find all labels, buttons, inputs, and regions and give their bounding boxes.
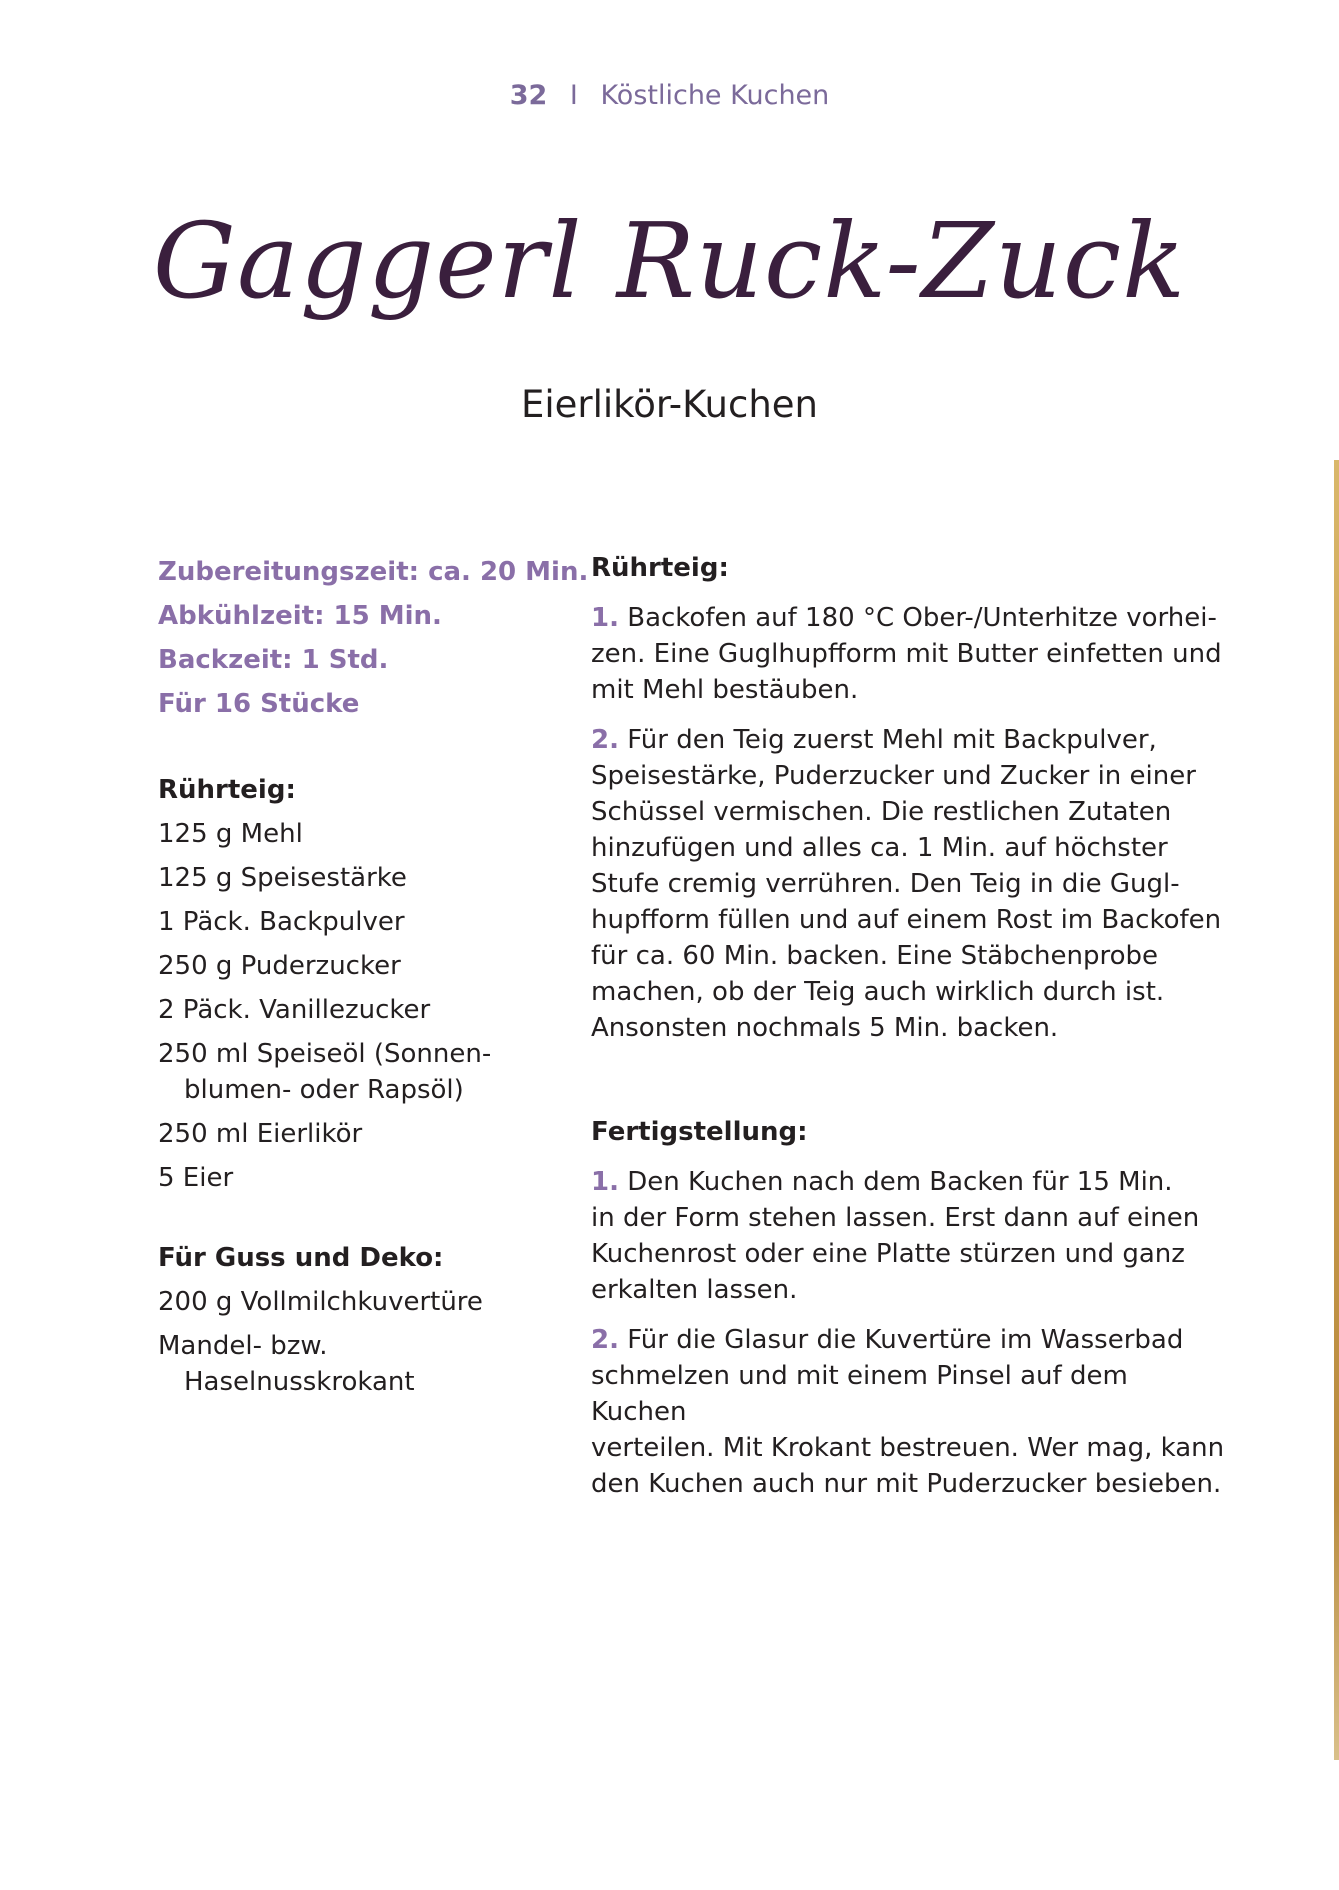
ingredients-list-batter — [158, 816, 558, 1196]
ingredient-item: 250 ml Speiseöl (Sonnen- blumen- oder Rapsöl) — [158, 1039, 492, 1105]
instruction-step — [591, 600, 1231, 708]
instructions-heading-batter: Rührteig: — [591, 553, 729, 583]
instructions-column — [591, 550, 1231, 1516]
ingredient-item: 1 Päck. Backpulver — [158, 907, 405, 937]
ingredient-item: 125 g Speisestärke — [158, 863, 407, 893]
baking-time: Backzeit: 1 Std. — [158, 645, 389, 675]
step-number: 1. — [591, 603, 619, 633]
ingredients-heading-batter: Rührteig: — [158, 775, 296, 805]
recipe-subtitle: Eierlikör-Kuchen — [520, 383, 818, 426]
ingredient-item: 2 Päck. Vanillezucker — [158, 995, 431, 1025]
step-number: 2. — [591, 725, 619, 755]
ingredient-item: Mandel- bzw. Haselnusskrokant — [158, 1331, 415, 1397]
ingredient-item: 200 g Vollmilchkuvertüre — [158, 1287, 483, 1317]
instruction-step — [591, 722, 1231, 1046]
ingredient-item: 250 ml Eierlikör — [158, 1119, 363, 1149]
section-name: Köstliche Kuchen — [600, 80, 830, 111]
step-text: Für den Teig zuerst Mehl mit Backpulver, Speisestärke, Puderzucker und Zucker in einer Schüssel vermischen. Die restlichen Zutaten hinzufügen und alles ca. 1 Min. auf höchster Stufe cremig verrühren. Den Teig in die Gugl- hupfform füllen und auf einem Rost im Backofen für ca. 60 Min. backen. Eine Stäbchenprobe machen, ob der Teig auch wirklich durch ist. Ansonsten nochmals 5 Min. backen. — [591, 725, 1222, 1043]
instruction-step — [591, 1164, 1231, 1308]
step-text: Backofen auf 180 °C Ober-/Unterhitze vorhei- zen. Eine Guglhupfform mit Butter einfetten und mit Mehl bestäuben. — [591, 603, 1222, 705]
page-number: 32 — [509, 80, 548, 111]
ingredient-item: 5 Eier — [158, 1163, 234, 1193]
step-text: Für die Glasur die Kuvertüre im Wasserbad schmelzen und mit einem Pinsel auf dem Kuchen verteilen. Mit Krokant bestreuen. Wer mag, kann den Kuchen auch nur mit Puderzucker besieben. — [591, 1325, 1225, 1499]
page-edge-strip — [1334, 460, 1339, 1760]
header-separator: I — [569, 80, 578, 111]
ingredients-list-glaze — [158, 1284, 558, 1400]
ingredient-item: 250 g Puderzucker — [158, 951, 401, 981]
recipe-title: Gaggerl Ruck-Zuck — [152, 200, 1187, 322]
instruction-step — [591, 1322, 1231, 1502]
running-head — [0, 80, 1339, 111]
recipe-meta — [158, 550, 589, 726]
cooling-time: Abkühlzeit: 15 Min. — [158, 601, 442, 631]
ingredients-column — [158, 550, 589, 1408]
step-number: 1. — [591, 1167, 619, 1197]
step-number: 2. — [591, 1325, 619, 1355]
servings: Für 16 Stücke — [158, 689, 360, 719]
ingredient-item: 125 g Mehl — [158, 819, 303, 849]
prep-time: Zubereitungszeit: ca. 20 Min. — [158, 557, 589, 587]
step-text: Den Kuchen nach dem Backen für 15 Min. in der Form stehen lassen. Erst dann auf einen Kuchenrost oder eine Platte stürzen und ganz erkalten lassen. — [591, 1167, 1200, 1305]
instructions-heading-finishing: Fertigstellung: — [591, 1117, 808, 1147]
ingredients-heading-glaze: Für Guss und Deko: — [158, 1243, 444, 1273]
